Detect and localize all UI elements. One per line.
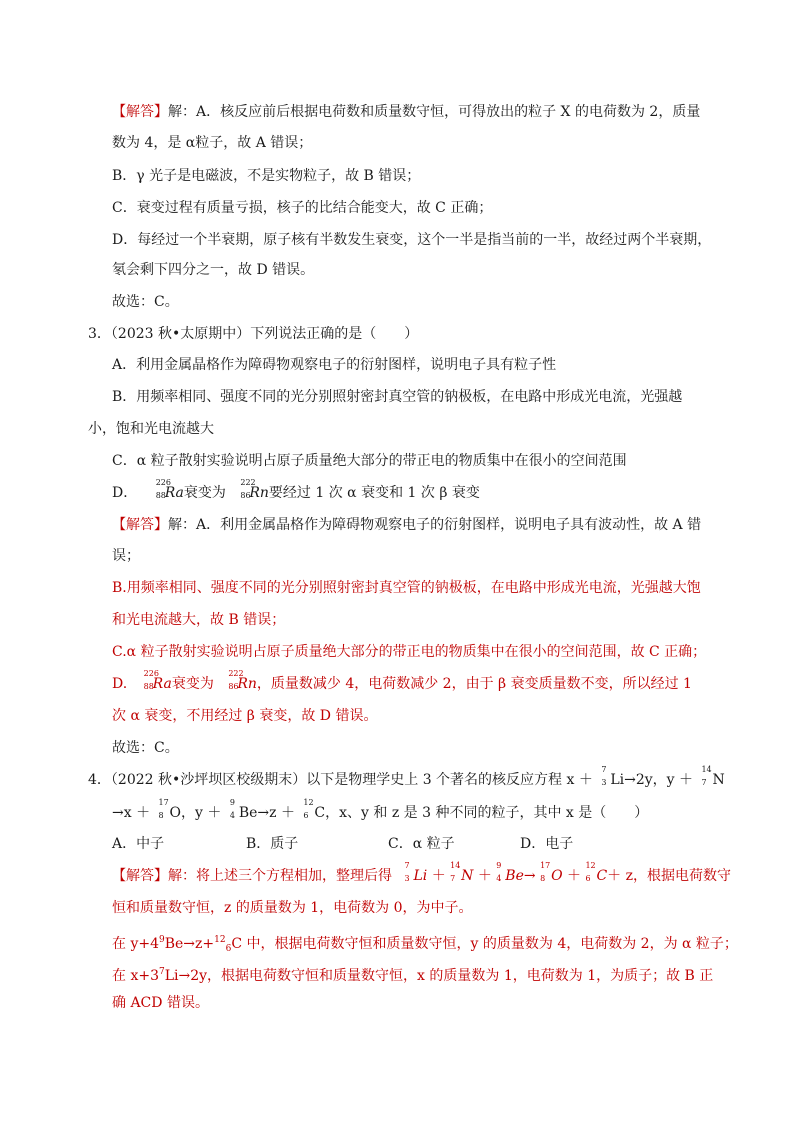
q3-option-a: A．利用金属晶格作为障碍物观察电子的衍射图样，说明电子具有粒子性 [112, 357, 557, 373]
q2-answer-line-2: 数为 4，是 α粒子，故 A 错误； [112, 135, 313, 151]
lithium-nuclide: 7 3 [601, 765, 607, 787]
q3-choice: 故选：C。 [112, 740, 179, 756]
q4-answer-line-2: 恒和质量数守恒，z 的质量数为 1，电荷数为 0，为中子。 [112, 900, 473, 916]
eq-nitrogen: 14 7 N [450, 861, 474, 884]
q2-answer-line-6: 氡会剩下四分之一，故 D 错误。 [112, 262, 315, 278]
radium-nuclide-answer: 226 88 Ra [143, 669, 172, 692]
nitrogen-nuclide: 14 7 [701, 765, 712, 787]
q3-answer-line-6: D. 226 88 Ra衰变为 222 86 Rn，质量数减少 4，电荷数减少 2，由于 β 衰变质量数不变，所以经过 1 [112, 669, 692, 692]
carbon-nuclide: 12 6 [303, 798, 314, 820]
eq-carbon: 12 6 C [585, 861, 608, 884]
q3-answer-line-1: 【解答】解：A．利用金属晶格作为障碍物观察电子的衍射图样，说明电子具有波动性，故 A 错 [112, 517, 702, 533]
q3-answer-line-5: C.α 粒子散射实验说明占原子质量绝大部分的带正电的物质集中在很小的空间范围，故 C 正确； [112, 644, 707, 660]
q4-answer-line-4: 在 $x+3^7Li\to 2y$，根据电荷数守恒和质量数守恒，x 的质量数为 1，电荷数为 1，为质子；故 B 正 [112, 967, 714, 984]
q4-stem-line-2: →x ＋ 17 8 O，y ＋ 9 4 Be→z ＋ 12 6 C，x、y 和 z 是 3 种不同的粒子，其中 x 是（ ） [112, 798, 649, 821]
eq-oxygen: 17 8 O [540, 861, 563, 884]
q2-answer-line-1: 【解答】解：A．核反应前后根据电荷数和质量数守恒，可得放出的粒子 X 的电荷数为 2，质量 [112, 104, 701, 120]
q2-answer-line-5: D．每经过一个半衰期，原子核有半数发生衰变，这个一半是指当前的一半，故经过两个半衰期， [112, 232, 712, 248]
answer-tag: 【解答】 [112, 517, 168, 533]
q3-answer-line-2: 误； [112, 548, 140, 564]
q3-answer-line-4: 和光电流越大，故 B 错误； [112, 612, 286, 628]
eq-beryllium: 9 4 Be→ [496, 861, 536, 884]
oxygen-nuclide: 17 8 [158, 798, 169, 820]
q4-answer-line-1: 【解答】解：将上述三个方程相加，整理后得 7 3 Li ＋ 14 7 N ＋ 9 4 Be→ 17 8 O ＋ 12 6 C＋ z，根据电荷数守 [112, 861, 731, 884]
q4-answer-line-5: 确 ACD 错误。 [112, 995, 209, 1011]
q4-answer-line-3: 在 $y+4^9Be\to z+^{12}_6C$ 中，根据电荷数守恒和质量数守恒，y 的质量数为 4，电荷数为 2，为 α 粒子； [112, 935, 738, 954]
answer-tag: 【解答】 [112, 104, 168, 120]
radium-nuclide: 226 88 Ra [155, 478, 184, 501]
q4-option-d: D．电子 [520, 836, 574, 852]
q4-option-a: A．中子 [112, 836, 165, 852]
radon-nuclide: 222 86 Rn [240, 478, 269, 501]
q4-stem-line-1: 4．（2022 秋•沙坪坝区校级期末）以下是物理学史上 3 个著名的核反应方程 x ＋ 7 3 Li→2y，y ＋ 14 7 N [88, 765, 725, 788]
q3-option-b-line-2: 小，饱和光电流越大 [88, 421, 214, 437]
q3-option-b-line-1: B．用频率相同、强度不同的光分别照射密封真空管的钠极板，在电路中形成光电流，光强越 [112, 389, 683, 405]
answer-tag: 【解答】 [112, 868, 168, 884]
q2-answer-line-3: B．γ 光子是电磁波，不是实物粒子，故 B 错误； [112, 168, 421, 184]
beryllium-nuclide: 9 4 [229, 798, 235, 820]
q3-option-c: C．α 粒子散射实验说明占原子质量绝大部分的带正电的物质集中在很小的空间范围 [112, 453, 627, 469]
q2-answer-line-4: C．衰变过程有质量亏损，核子的比结合能变大，故 C 正确； [112, 200, 493, 216]
eq-lithium: 7 3 Li [404, 861, 428, 884]
q3-stem: 3．（2023 秋•太原期中）下列说法正确的是（ ） [88, 326, 419, 342]
q3-answer-line-7: 次 α 衰变，不用经过 β 衰变，故 D 错误。 [112, 708, 378, 724]
q2-choice: 故选：C。 [112, 294, 179, 310]
q3-answer-line-3: B.用频率相同、强度不同的光分别照射密封真空管的钠极板，在电路中形成光电流，光强越大饱 [112, 580, 701, 596]
q4-option-c: C．α 粒子 [388, 836, 455, 852]
q4-option-b: B．质子 [246, 836, 299, 852]
q3-option-d: D． 226 88 Ra衰变为 222 86 Rn要经过 1 次 α 衰变和 1 次 β 衰变 [112, 478, 480, 501]
radon-nuclide-answer: 222 86 Rn [228, 669, 257, 692]
